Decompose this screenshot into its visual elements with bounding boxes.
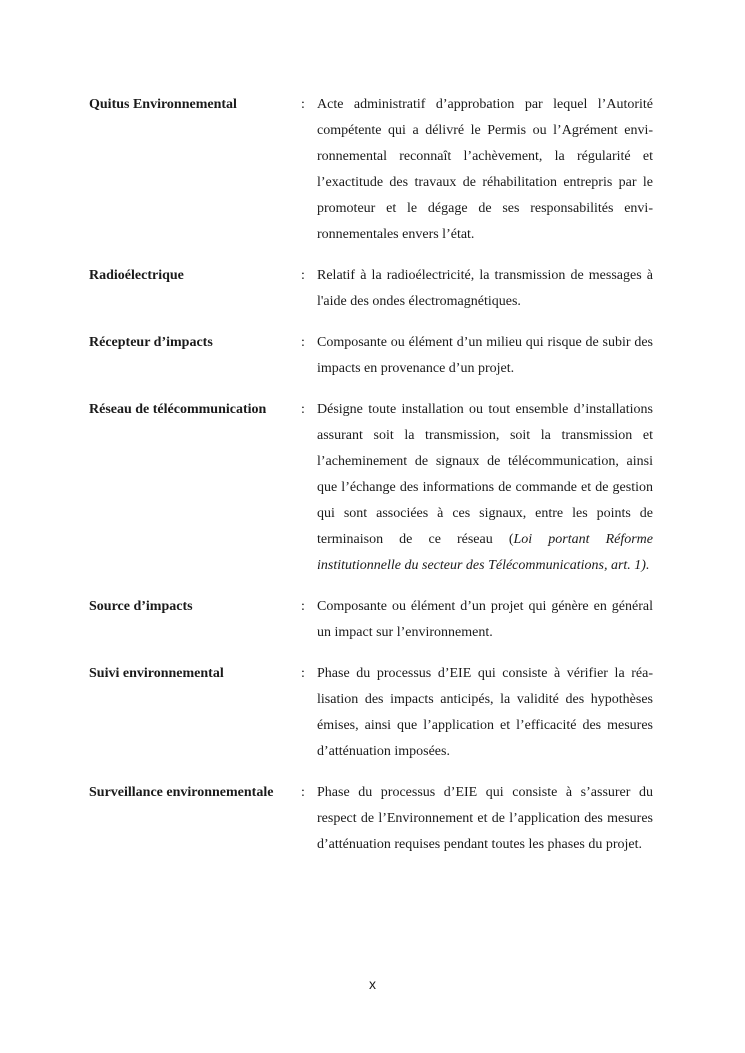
glossary-term: Suivi environnemental (89, 666, 224, 681)
glossary-definition: Composante ou élément d’un milieu qui risque de subir des impacts en provenance d’un projet. (317, 335, 653, 376)
glossary-entry-source-impacts (89, 594, 653, 646)
glossary-term: Récepteur d’impacts (89, 335, 213, 350)
glossary-definition: Acte administratif d’approbation par lequel l’Autorité compétente qui a délivré le Permis ou l’Agrément environnemental reconnaît l’achèvement, la régularité et l’exactitude des travaux de réhabilitation entrepris par le promoteur et le dégage de ses responsabilités environnementales envers l’état. (317, 97, 653, 242)
glossary-entry-reseau-telecommunication (89, 397, 653, 579)
glossary-entry-quitus-environnemental (89, 92, 653, 248)
page-number: x (369, 976, 376, 992)
term-separator: : (301, 666, 305, 681)
glossary-definition: Phase du processus d’EIE qui consiste à vérifier la réalisation des impacts anticipés, la validité des hypothèses émises, ainsi que l’application et l’efficacité des mesures d’atténuation imposées. (317, 666, 653, 759)
term-separator: : (301, 402, 305, 417)
glossary-definition (317, 397, 653, 579)
glossary-entry-surveillance-environnementale (89, 780, 653, 858)
glossary-term: Source d’impacts (89, 599, 193, 614)
glossary-term: Réseau de télécommunication (89, 402, 267, 417)
legal-citation: Loi portant Réforme institutionnelle du secteur des Télécommunications, art. 1). (317, 532, 653, 573)
glossary-entry-radioelectrique (89, 263, 653, 315)
glossary-term: Quitus Environnemental (89, 97, 237, 112)
term-separator: : (301, 599, 305, 614)
glossary-term: Surveillance environnementale (89, 785, 274, 800)
glossary-list (89, 92, 653, 873)
term-separator: : (301, 335, 305, 350)
glossary-term: Radioélectrique (89, 268, 184, 283)
term-separator: : (301, 785, 305, 800)
glossary-entry-recepteur-impacts (89, 330, 653, 382)
definition-text: Désigne toute installation ou tout ensemble d’installations assurant soit la transmission, soit la transmission et l’acheminement de signaux de télécommunication, ainsi que l’échange des informations de commande et de gestion qui sont associées à ces signaux, entre les points de terminaison de ce réseau ( (317, 402, 653, 547)
glossary-definition: Relatif à la radioélectricité, la transmission de messages à l'aide des ondes électromagnétiques. (317, 268, 653, 309)
glossary-entry-suivi-environnemental (89, 661, 653, 765)
term-separator: : (301, 268, 305, 283)
glossary-definition: Phase du processus d’EIE qui consiste à s’assurer du respect de l’Environnement et de l’application des mesures d’atténuation requises pendant toutes les phases du projet. (317, 785, 653, 852)
glossary-definition: Composante ou élément d’un projet qui génère en général un impact sur l’environnement. (317, 599, 653, 640)
term-separator: : (301, 97, 305, 112)
